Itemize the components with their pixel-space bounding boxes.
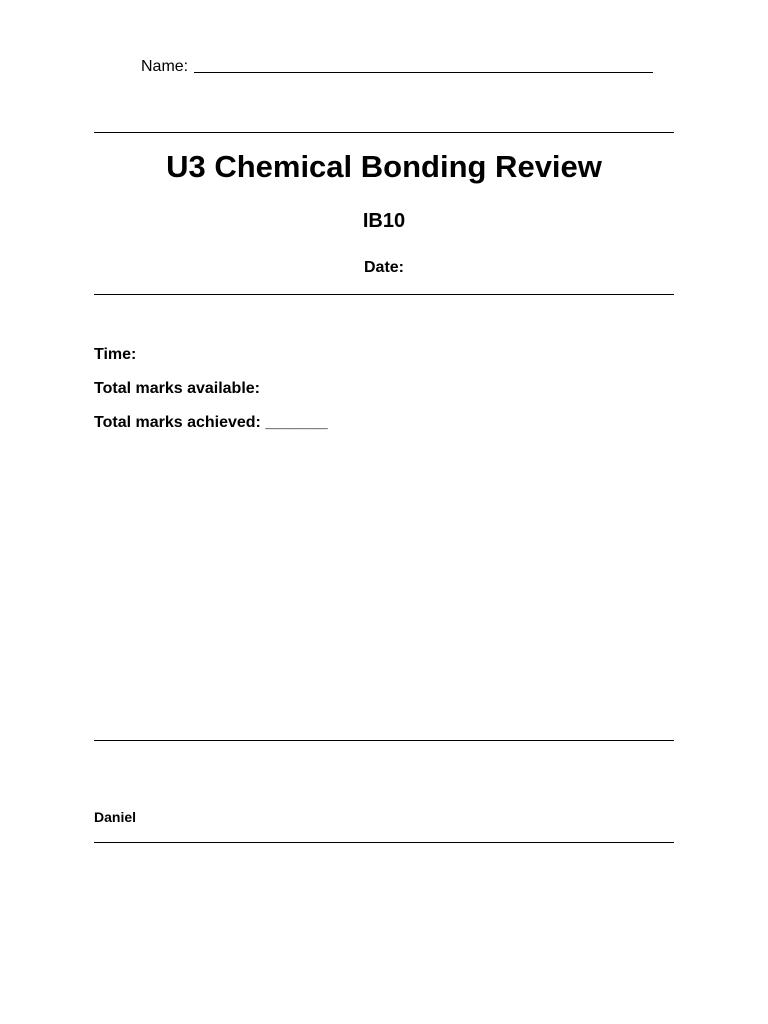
top-rule <box>94 132 674 133</box>
document-subtitle: IB10 <box>362 210 406 232</box>
name-blank-line[interactable] <box>194 56 653 73</box>
time-label: Time: <box>94 346 137 363</box>
name-field-row <box>141 54 653 76</box>
name-label: Name: <box>141 58 189 75</box>
marks-achieved-label: Total marks achieved: _______ <box>94 414 328 431</box>
footer-top-rule <box>94 740 674 741</box>
document-title: U3 Chemical Bonding Review <box>166 149 602 184</box>
author-name: Daniel <box>94 809 137 825</box>
date-label: Date: <box>363 259 404 276</box>
header-bottom-rule <box>94 294 674 295</box>
marks-available-label: Total marks available: <box>94 380 260 397</box>
footer-bottom-rule <box>94 842 674 843</box>
